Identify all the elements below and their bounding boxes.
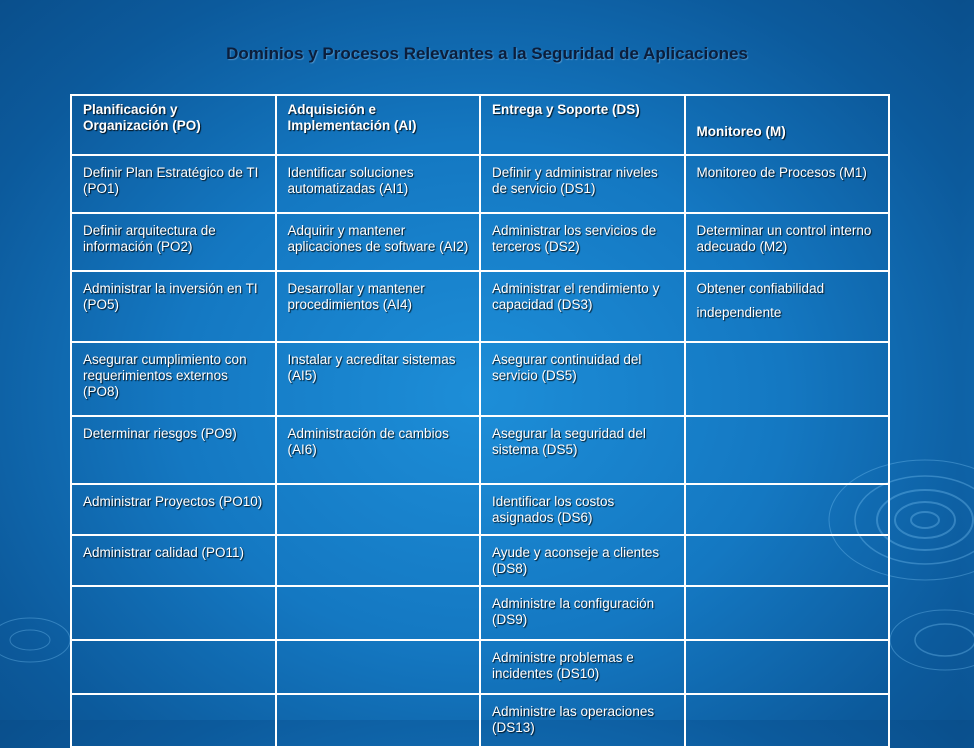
table-cell: Instalar y acreditar sistemas (AI5) bbox=[276, 342, 481, 416]
table-cell bbox=[685, 640, 890, 694]
table-row bbox=[71, 416, 889, 484]
table-cell: Definir arquitectura de información (PO2) bbox=[71, 213, 276, 271]
table-cell bbox=[276, 694, 481, 747]
table-header-row bbox=[71, 95, 889, 155]
table-cell: Administre la configuración (DS9) bbox=[480, 586, 685, 640]
table-cell bbox=[276, 586, 481, 640]
table-cell bbox=[685, 342, 890, 416]
m3-line-1: Obtener confiabilidad bbox=[696, 281, 825, 296]
table-cell: Identificar los costos asignados (DS6) bbox=[480, 484, 685, 535]
table-cell: Asegurar continuidad del servicio (DS5) bbox=[480, 342, 685, 416]
table-cell: Asegurar cumplimiento con requerimientos externos (PO8) bbox=[71, 342, 276, 416]
column-header-ai: Adquisición e Implementación (AI) bbox=[276, 95, 481, 155]
table-cell bbox=[71, 694, 276, 747]
table-cell: Administrar el rendimiento y capacidad (DS3) bbox=[480, 271, 685, 342]
table-cell-m3 bbox=[685, 271, 890, 342]
table-cell bbox=[276, 640, 481, 694]
table-cell: Administrar la inversión en TI (PO5) bbox=[71, 271, 276, 342]
table-cell: Asegurar la seguridad del sistema (DS5) bbox=[480, 416, 685, 484]
table-row bbox=[71, 484, 889, 535]
table-cell bbox=[685, 586, 890, 640]
table-row bbox=[71, 586, 889, 640]
processes-table-container bbox=[70, 94, 888, 735]
table-cell: Adquirir y mantener aplicaciones de software (AI2) bbox=[276, 213, 481, 271]
table-cell: Administrar calidad (PO11) bbox=[71, 535, 276, 586]
table-cell bbox=[685, 535, 890, 586]
table-cell: Administrar Proyectos (PO10) bbox=[71, 484, 276, 535]
table-cell: Administrar los servicios de terceros (DS2) bbox=[480, 213, 685, 271]
table-cell bbox=[685, 694, 890, 747]
m3-line-2: independiente bbox=[696, 305, 782, 320]
table-cell: Administración de cambios (AI6) bbox=[276, 416, 481, 484]
table-cell: Definir Plan Estratégico de TI (PO1) bbox=[71, 155, 276, 213]
table-row bbox=[71, 694, 889, 747]
table-cell: Administre problemas e incidentes (DS10) bbox=[480, 640, 685, 694]
table-row bbox=[71, 640, 889, 694]
table-cell bbox=[71, 586, 276, 640]
table-cell bbox=[71, 640, 276, 694]
column-header-m-label: Monitoreo (M) bbox=[696, 124, 786, 139]
table-cell: Ayude y aconseje a clientes (DS8) bbox=[480, 535, 685, 586]
table-row bbox=[71, 155, 889, 213]
table-cell bbox=[685, 416, 890, 484]
table-cell: Identificar soluciones automatizadas (AI1) bbox=[276, 155, 481, 213]
table-cell: Definir y administrar niveles de servicio (DS1) bbox=[480, 155, 685, 213]
processes-table bbox=[70, 94, 890, 748]
table-cell: Monitoreo de Procesos (M1) bbox=[685, 155, 890, 213]
table-cell: Determinar un control interno adecuado (M2) bbox=[685, 213, 890, 271]
table-row bbox=[71, 213, 889, 271]
table-row bbox=[71, 271, 889, 342]
table-cell: Determinar riesgos (PO9) bbox=[71, 416, 276, 484]
table-cell bbox=[276, 484, 481, 535]
table-cell bbox=[276, 535, 481, 586]
column-header-m bbox=[685, 95, 890, 155]
column-header-ds: Entrega y Soporte (DS) bbox=[480, 95, 685, 155]
table-row bbox=[71, 535, 889, 586]
table-row bbox=[71, 342, 889, 416]
slide-title: Dominios y Procesos Relevantes a la Seguridad de Aplicaciones bbox=[226, 44, 748, 63]
table-cell: Desarrollar y mantener procedimientos (AI4) bbox=[276, 271, 481, 342]
column-header-po: Planificación y Organización (PO) bbox=[71, 95, 276, 155]
table-cell: Administre las operaciones (DS13) bbox=[480, 694, 685, 747]
table-cell bbox=[685, 484, 890, 535]
